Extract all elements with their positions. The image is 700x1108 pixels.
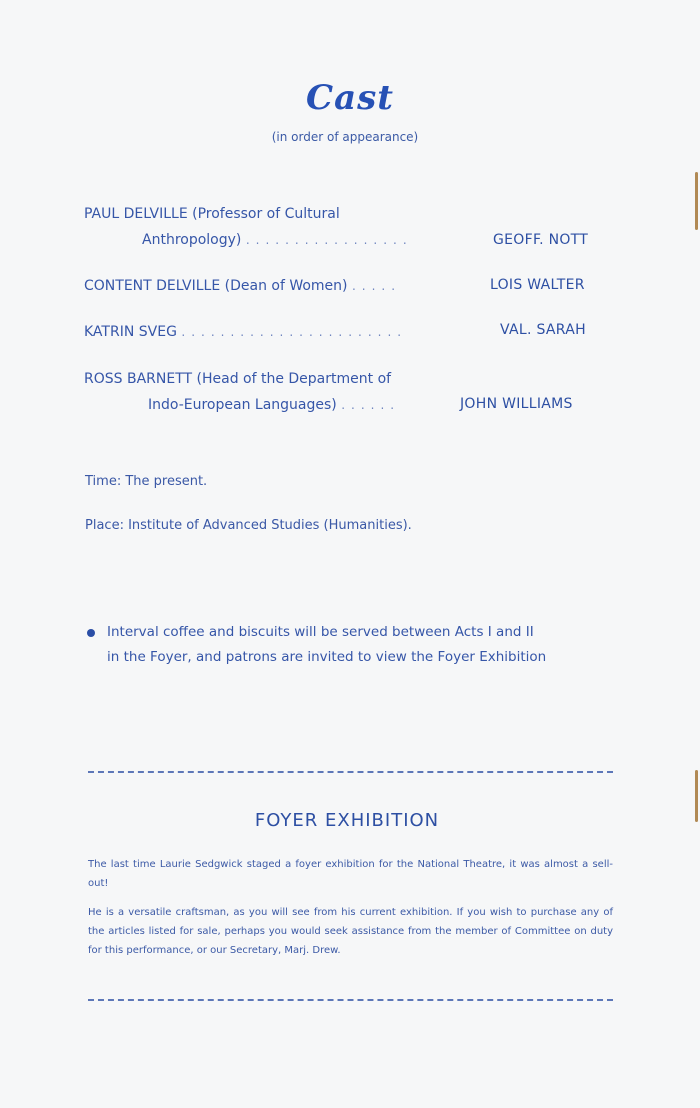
cast-role-1 [84,206,340,222]
time-line: Time: The present. [85,474,208,489]
leader-dots: ................. [245,233,413,247]
cast-actor-1: GEOFF. NOTT [493,232,589,248]
cast-role-3 [84,324,407,340]
bullet-icon [87,629,95,637]
cast-actor-3: VAL. SARAH [500,322,586,338]
foyer-paragraph-2: He is a versatile craftsman, as you will see from his current exhibition. If you wish to purchase any of the articles listed for sale, perhaps you would seek assistance from the member of Committee on duty for this performance, or our Secretary, Marj. Drew. [88,907,613,956]
cast-role-2-line1: CONTENT DELVILLE (Dean of Women) [84,278,348,294]
cast-role-4-line1: ROSS BARNETT (Head of the Department of [84,371,392,387]
cast-title: Cast [306,78,394,118]
cast-role-2 [84,278,401,294]
cast-role-3-line1: KATRIN SVEG [84,324,177,340]
cast-role-4-line2: Indo-European Languages) [148,397,337,413]
leader-dots: ..... [351,279,402,293]
interval-line-1: Interval coffee and biscuits will be served between Acts I and II [107,624,534,640]
page-edge-mark [695,172,698,230]
cast-role-4 [84,371,391,387]
cast-role-4-cont [148,397,400,413]
cast-role-1-line1: PAUL DELVILLE (Professor of Cultural [84,206,340,222]
divider-bottom [88,999,613,1001]
interval-note [107,620,627,670]
foyer-heading: FOYER EXHIBITION [254,810,440,831]
cast-role-1-cont [142,232,413,248]
cast-actor-4: JOHN WILLIAMS [460,396,573,412]
foyer-paragraph-1: The last time Laurie Sedgwick staged a foyer exhibition for the National Theatre, it was almost a sell-out! [88,859,613,889]
cast-subtitle: (in order of appearance) [271,130,419,144]
place-line: Place: Institute of Advanced Studies (Humanities). [85,518,412,533]
leader-dots: ...... [341,398,401,412]
leader-dots: ....................... [181,325,408,339]
page-edge-mark [695,770,698,822]
divider-top [88,771,613,773]
interval-line-2: in the Foyer, and patrons are invited to view the Foyer Exhibition [107,649,547,665]
cast-role-1-line2: Anthropology) [142,232,242,248]
cast-actor-2: LOIS WALTER [490,277,585,293]
